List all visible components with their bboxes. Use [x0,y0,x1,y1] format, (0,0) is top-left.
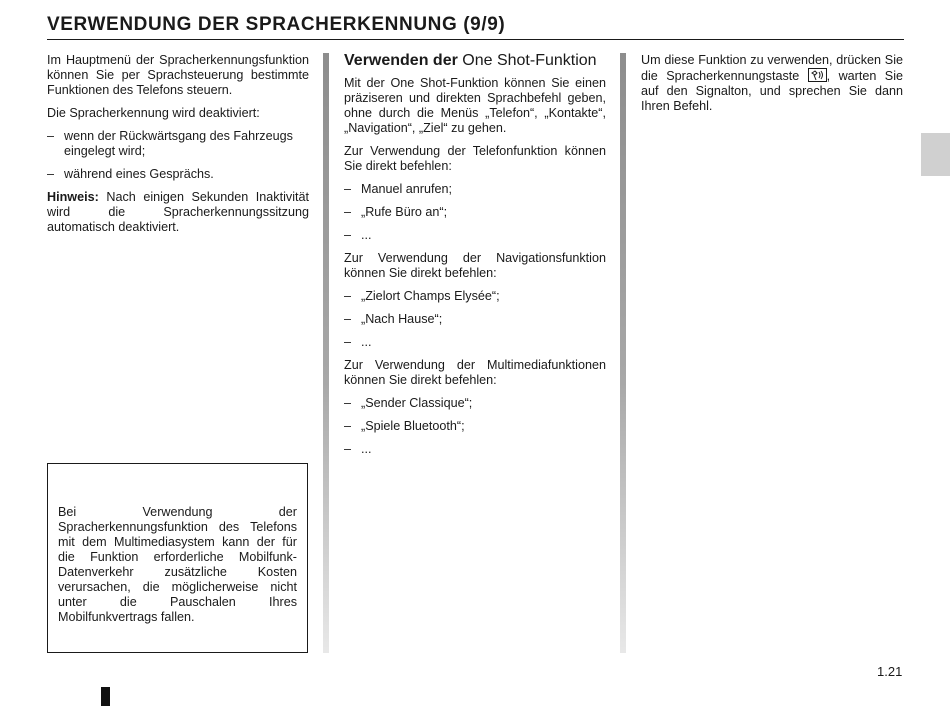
list-item [344,182,606,197]
list-item [344,205,606,220]
list-item [47,129,309,159]
list-item [344,335,606,350]
page-title: VERWENDUNG DER SPRACHERKENNUNG (9/9) [47,14,506,35]
usage-paragraph [641,53,903,114]
list-item-text: „Spiele Bluetooth“; [361,419,465,433]
intro-paragraph: Im Hauptmenü der Spracherkennungsfunktion können Sie per Sprachsteuerung bestimmte Funktionen des Telefons steuern. [47,53,309,97]
note-label: Hinweis: [47,190,99,204]
list-item-text: „Rufe Büro an“; [361,205,448,219]
page-number: 1.21 [877,664,903,679]
dash-marker: – [344,182,352,196]
list-item-text: ... [361,442,372,456]
column-separator [620,53,626,653]
list-item [47,167,309,182]
dash-marker: – [344,419,352,433]
section-title [344,51,606,70]
dash-marker: – [344,312,352,326]
dash-marker: – [344,396,352,410]
title-rule [47,39,904,40]
note-paragraph [47,190,309,235]
dash-marker: – [344,289,352,303]
print-mark [101,687,110,706]
multimedia-intro: Zur Verwendung der Multimediafunktionen können Sie direkt befehlen: [344,358,606,387]
list-item-text: Manuel anrufen; [361,182,453,196]
list-item [344,442,606,457]
dash-marker: – [47,129,55,143]
cost-warning-box [47,463,308,653]
one-shot-intro: Mit der One Shot-Funktion können Sie einen präziseren und direkten Sprachbefehl geben, ohne durch die Menüs „Telefon“, „Kontakte“, „Navigation“, „Ziel“ zu gehen. [344,76,606,135]
deactivation-paragraph: Die Spracherkennung wird deaktiviert: [47,106,260,120]
list-item [344,419,606,434]
list-item-text: „Sender Classique“; [361,396,473,410]
cost-warning-text: Bei Verwendung der Spracherkennungsfunktion des Telefons mit dem Multimediasystem kann der für die Funktion erforderliche Mobilfunk-Datenverkehr zusätzliche Kosten verursachen, die möglicherweise nicht unter die Pauschalen Ihres Mobilfunkvertrags fallen. [58,505,297,624]
dash-marker: – [344,442,352,456]
column-right [641,53,903,122]
dash-marker: – [47,167,55,181]
section-title-bold: Verwenden der [344,52,458,69]
column-separator [323,53,329,653]
list-item [344,289,606,304]
usage-text-before: Um diese Funktion zu verwenden, drücken Sie die Spracherkennungstaste [641,53,903,83]
phone-intro: Zur Verwendung der Telefonfunktion können Sie direkt befehlen: [344,144,606,173]
section-title-rest: One Shot-Funktion [457,52,597,69]
list-item [344,312,606,327]
list-item-text: „Nach Hause“; [361,312,443,326]
list-item [344,396,606,411]
dash-marker: – [344,335,352,349]
list-item-text: wenn der Rückwärtsgang des Fahrzeugs eingelegt wird; [64,129,293,158]
dash-marker: – [344,228,352,242]
list-item-text: ... [361,228,372,242]
dash-marker: – [344,205,352,219]
list-item-text: „Zielort Champs Elysée“; [361,289,500,303]
chapter-tab [921,133,950,176]
note-text: Nach einigen Sekunden Inaktivität wird die Spracherkennungssitzung automatisch deaktiviert. [47,190,309,234]
voice-recognition-key-icon [808,68,827,82]
usage-text-after: , warten Sie auf den Signalton, und sprechen Sie dann Ihren Befehl. [641,69,904,113]
list-item-text: ... [361,335,372,349]
column-left [47,53,309,243]
list-item-text: während eines Gesprächs. [64,167,214,181]
navigation-intro: Zur Verwendung der Navigationsfunktion können Sie direkt befehlen: [344,251,606,280]
list-item [344,228,606,243]
column-middle [344,51,606,465]
